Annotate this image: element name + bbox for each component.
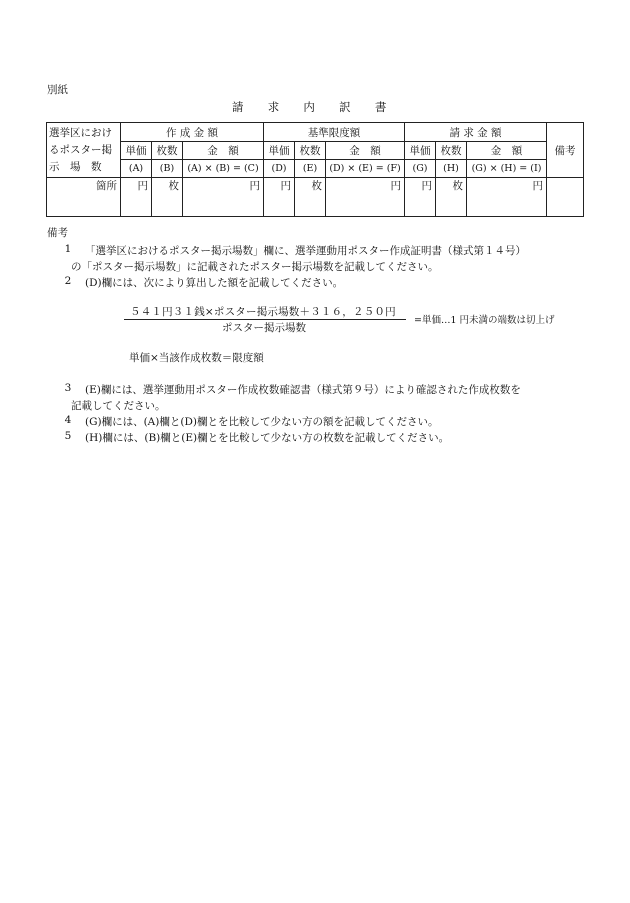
col-h-label: 枚数 [436, 142, 467, 160]
col-b-code: (B) [152, 160, 183, 178]
formula-denominator: ポスター掲示場数 [222, 322, 306, 334]
district-header-cell [47, 123, 121, 178]
col-h-code: (H) [436, 160, 467, 178]
title-char: 求 [267, 100, 280, 114]
title-char: 請 [232, 100, 244, 114]
note-3-line-1: (E)欄には、選挙運動用ポスター作成枚数確認書（様式第９号）により確認された作成枚数を [85, 384, 521, 396]
note-number: 2 [64, 275, 72, 287]
annex-label: 別紙 [47, 84, 68, 96]
note-4-text: (G)欄には、(A)欄と(D)欄とを比較して少ない方の額を記載してください。 [85, 416, 439, 428]
production-amount-header: 作 成 金 額 [121, 123, 264, 142]
formula-numerator: ５４１円３１銭×ポスター掲示場数＋３１６，２５０円 [130, 306, 396, 318]
col-a-code: (A) [121, 160, 152, 178]
amount-c-cell[interactable]: 円 [183, 178, 264, 217]
col-f-code: (D) × (E) = (F) [326, 160, 405, 178]
note-2-text: (D)欄には、次により算出した額を記載してください。 [85, 277, 344, 289]
district-count-cell[interactable]: 箇所 [47, 178, 121, 217]
unit-price-a-cell[interactable]: 円 [121, 178, 152, 217]
note-number: 4 [64, 414, 72, 426]
note-3-line-2: 記載してください。 [71, 400, 166, 412]
count-b-cell[interactable]: 枚 [152, 178, 183, 217]
title-char: 内 [303, 100, 316, 114]
col-c-label: 金 額 [183, 142, 264, 160]
district-header-line: るポスター掲 [49, 143, 112, 156]
col-i-label: 金 額 [467, 142, 547, 160]
remarks-cell[interactable] [547, 178, 584, 217]
unit-price-g-cell[interactable]: 円 [405, 178, 436, 217]
document-title [232, 99, 387, 115]
col-i-code: (G) × (H) = (I) [467, 160, 547, 178]
note-number: 3 [64, 382, 72, 394]
note-number: 1 [64, 243, 72, 255]
note-number: 5 [64, 430, 72, 442]
note-5-text: (H)欄には、(B)欄と(E)欄とを比較して少ない方の枚数を記載してください。 [85, 432, 450, 444]
amount-f-cell[interactable]: 円 [326, 178, 405, 217]
amount-i-cell[interactable]: 円 [467, 178, 547, 217]
count-e-cell[interactable]: 枚 [295, 178, 326, 217]
col-g-code: (G) [405, 160, 436, 178]
claim-breakdown-table [46, 122, 584, 217]
note-1-line-1: 「選挙区におけるポスター掲示場数」欄に、選挙運動用ポスター作成証明書（様式第１４号） [85, 245, 526, 257]
limit-amount-header: 基準限度額 [264, 123, 405, 142]
district-header-line: 示 場 数 [49, 160, 102, 173]
col-e-label: 枚数 [295, 142, 326, 160]
col-g-label: 単価 [405, 142, 436, 160]
col-a-label: 単価 [121, 142, 152, 160]
col-c-code: (A) × (B) = (C) [183, 160, 264, 178]
remarks-header: 備考 [547, 123, 584, 178]
formula-note: =単価…1 円未満の端数は切上げ [414, 315, 555, 326]
title-char: 訳 [339, 100, 351, 114]
col-d-code: (D) [264, 160, 295, 178]
note-1-line-2: の「ポスター掲示場数」に記載されたポスター掲示場数を記載してください。 [71, 261, 439, 273]
title-char: 書 [374, 100, 387, 114]
notes-heading: 備考 [47, 227, 68, 239]
col-d-label: 単価 [264, 142, 295, 160]
col-f-label: 金 額 [326, 142, 405, 160]
col-e-code: (E) [295, 160, 326, 178]
col-b-label: 枚数 [152, 142, 183, 160]
claim-amount-header: 請 求 金 額 [405, 123, 547, 142]
district-header-line: 選挙区におけ [49, 126, 112, 139]
unit-price-d-cell[interactable]: 円 [264, 178, 295, 217]
limit-formula: 単価×当該作成枚数＝限度額 [129, 352, 264, 364]
count-h-cell[interactable]: 枚 [436, 178, 467, 217]
